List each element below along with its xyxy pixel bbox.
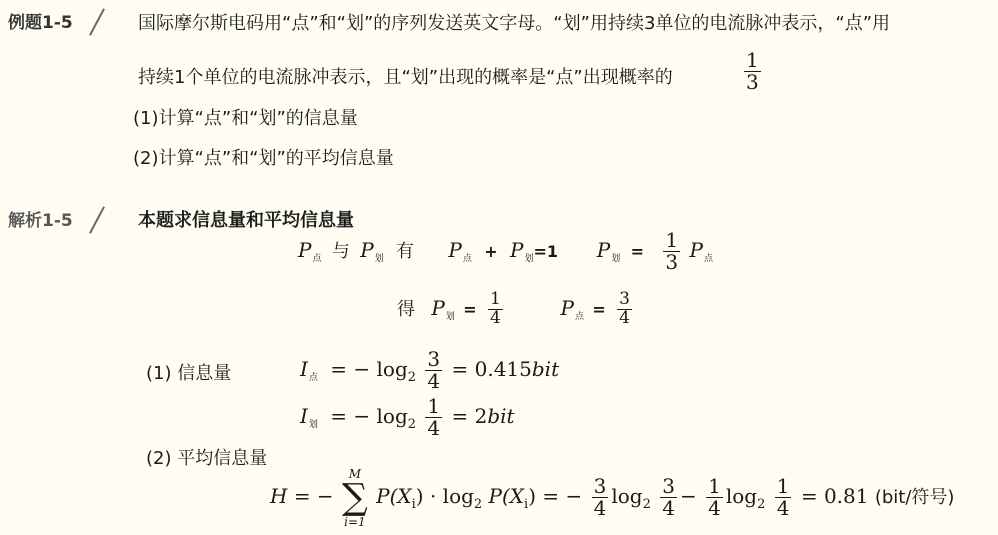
sub-dian: 点 [703, 254, 713, 264]
solution-title: 本题求信息量和平均信息量 [138, 210, 354, 231]
frac-num: 1 [665, 228, 679, 252]
part2-label: (2) 平均信息量 [146, 448, 268, 469]
frac-den: 4 [489, 308, 501, 328]
i-symbol: I [300, 404, 308, 428]
frac-num: 3 [619, 289, 630, 310]
log-base: 2 [757, 497, 766, 512]
sub-dian: 点 [308, 373, 318, 383]
frac-num: 3 [593, 474, 607, 498]
equals-sign: = [592, 300, 606, 319]
ratio-denominator: 3 [746, 70, 759, 94]
dot-log: · log [423, 484, 474, 508]
frac-den: 4 [708, 496, 721, 520]
question-2: (2)计算“点”和“划”的平均信息量 [133, 148, 394, 169]
part1-label: (1) 信息量 [146, 363, 232, 384]
prob-term: P(X [376, 484, 412, 508]
p-symbol: P [689, 238, 703, 262]
ratio-numerator: 1 [746, 48, 759, 72]
index-i: i [524, 497, 529, 512]
sum-upper: M [348, 466, 362, 481]
sub-dian: 点 [462, 254, 472, 264]
p-symbol: P [510, 238, 524, 262]
sub-hua: 划 [611, 254, 621, 264]
p-symbol: P [596, 238, 611, 262]
frac-num: 3 [662, 474, 675, 498]
frac-den: 4 [427, 369, 441, 393]
summation [342, 468, 368, 528]
frac-num: 1 [489, 289, 501, 310]
neg-log: = − log [330, 404, 408, 428]
sub-hua: 划 [374, 254, 384, 264]
close-paren: ) [415, 484, 424, 508]
word-yu: 与 [331, 241, 350, 262]
frac-den: 4 [593, 496, 607, 520]
frac-den: 4 [776, 496, 790, 520]
word-de: 得 [397, 299, 415, 320]
info-hua-equation [300, 391, 515, 450]
sum-lower: i=1 [344, 514, 366, 529]
equals-minus: ) = − [528, 484, 583, 508]
frac-num: 1 [776, 474, 790, 498]
derived-probabilities [397, 284, 635, 341]
example-label: 例题1-5 [8, 13, 73, 33]
log-base: 2 [473, 497, 483, 512]
info-dian-value: = 0.415 [451, 357, 532, 381]
equals-sign: = [630, 242, 645, 261]
p-symbol: P [298, 238, 312, 262]
prob-term: P(X [488, 484, 525, 508]
solution-divider [89, 206, 105, 233]
log-base: 2 [407, 370, 417, 385]
sub-dian: 点 [312, 254, 322, 264]
bit-unit: bit [487, 404, 515, 428]
log-word: log [611, 484, 643, 508]
sum-symbol: ∑ [342, 476, 368, 518]
sub-hua: 划 [524, 254, 534, 264]
given-relations [298, 226, 713, 283]
i-symbol: I [300, 357, 308, 381]
problem-line-2: 持续1个单位的电流脉冲表示，且“划”出现的概率是“点”出现概率的 [138, 67, 673, 88]
neg-log: = − log [330, 357, 408, 381]
sub-hua: 划 [308, 420, 318, 430]
log-base: 2 [407, 417, 417, 432]
frac-den: 4 [427, 416, 441, 440]
frac-den: 4 [662, 496, 675, 520]
sub-dian: 点 [574, 312, 584, 322]
sum-to-one: =1 [533, 242, 559, 261]
info-hua-value: = 2 [451, 404, 488, 428]
entropy-unit: (bit/符号) [874, 487, 955, 508]
frac-num: 1 [427, 394, 441, 418]
entropy-value: = 0.81 [800, 484, 869, 508]
minus-sign: − [679, 484, 697, 508]
h-symbol: H [270, 484, 288, 508]
example-divider [89, 8, 105, 35]
plus-sign: + [484, 242, 498, 261]
log-word: log [725, 484, 758, 508]
frac-den: 3 [665, 250, 679, 274]
word-you: 有 [396, 241, 415, 262]
frac-den: 4 [619, 308, 630, 328]
equals-minus: = − [293, 484, 334, 508]
bit-unit: bit [531, 357, 560, 381]
problem-line-1: 国际摩尔斯电码用“点”和“划”的序列发送英文字母。“划”用持续3单位的电流脉冲表示，“点”用 [138, 13, 891, 34]
p-symbol: P [448, 238, 462, 262]
sub-hua: 划 [445, 312, 455, 322]
frac-num: 3 [427, 347, 441, 371]
question-1: (1)计算“点”和“划”的信息量 [133, 108, 358, 129]
log-base: 2 [642, 497, 651, 512]
frac-num: 1 [708, 474, 721, 498]
p-symbol: P [431, 296, 445, 320]
entropy-equation [270, 466, 954, 535]
index-i: i [411, 497, 416, 512]
p-symbol: P [560, 296, 574, 320]
equals-sign: = [463, 300, 477, 319]
p-symbol: P [360, 238, 374, 262]
ratio-fraction [741, 50, 764, 93]
solution-label: 解析1-5 [8, 211, 73, 231]
